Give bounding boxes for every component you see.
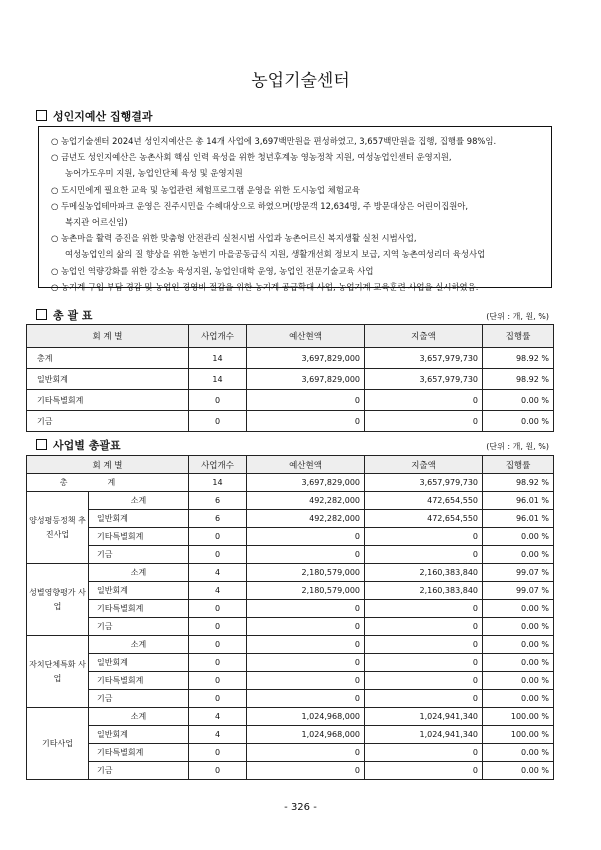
project-count: 0 (189, 762, 247, 780)
budget-amount: 1,024,968,000 (247, 726, 365, 744)
project-count: 14 (189, 369, 247, 390)
column-header: 사업개수 (189, 325, 247, 348)
table-row (27, 744, 554, 762)
execution-rate: 99.07 % (483, 582, 554, 600)
project-count: 0 (189, 546, 247, 564)
project-count: 4 (189, 708, 247, 726)
summary-line: 여성농업인의 삶의 질 향상을 위한 농번기 마을공동급식 지원, 생활개선회 정보지 보급, 지역 농촌여성리더 육성사업 (65, 249, 486, 260)
summary-line: 복지관 어르신임) (65, 217, 128, 228)
summary-table (26, 324, 554, 432)
account-label: 일반회계 (27, 369, 189, 390)
table-row (27, 636, 554, 654)
spent-amount: 2,160,383,840 (365, 564, 483, 582)
spent-amount: 3,657,979,730 (365, 348, 483, 369)
project-table (26, 455, 554, 780)
spent-amount: 3,657,979,730 (365, 369, 483, 390)
spent-amount: 472,654,550 (365, 492, 483, 510)
spent-amount: 0 (365, 600, 483, 618)
account-label: 기타특별회계 (89, 600, 189, 618)
execution-rate: 0.00 % (483, 654, 554, 672)
account-label: 기금 (89, 690, 189, 708)
budget-amount: 0 (247, 411, 365, 432)
budget-amount: 0 (247, 546, 365, 564)
budget-amount: 0 (247, 618, 365, 636)
account-label: 기타특별회계 (89, 672, 189, 690)
execution-rate: 0.00 % (483, 618, 554, 636)
project-group-name: 기타사업 (27, 708, 89, 780)
execution-rate: 0.00 % (483, 690, 554, 708)
account-label: 일반회계 (89, 726, 189, 744)
budget-amount: 0 (247, 390, 365, 411)
spent-amount: 0 (365, 528, 483, 546)
account-label: 기금 (89, 546, 189, 564)
spent-amount: 0 (365, 690, 483, 708)
project-count: 0 (189, 411, 247, 432)
budget-amount: 2,180,579,000 (247, 564, 365, 582)
column-header: 예산현액 (247, 325, 365, 348)
unit-label: (단위 : 개, 원, %) (486, 442, 549, 451)
table-row-total (27, 474, 554, 492)
column-header: 회 계 별 (27, 456, 189, 474)
summary-line: ○ 농촌마을 활력 증진을 위한 맞춤형 안전관리 실천시범 사업과 농촌어르신 복지생활 실천 시범사업, (51, 233, 417, 244)
table-row (27, 672, 554, 690)
table-row (27, 348, 554, 369)
execution-rate: 0.00 % (483, 390, 554, 411)
budget-amount: 3,697,829,000 (247, 369, 365, 390)
spent-amount: 0 (365, 411, 483, 432)
table-row (27, 726, 554, 744)
project-count: 0 (189, 618, 247, 636)
column-header: 집행률 (483, 325, 554, 348)
summary-line: ○ 도시민에게 필요한 교육 및 농업관련 체험프로그램 운영을 위한 도시농업 체험교육 (51, 184, 360, 195)
account-label: 기타특별회계 (27, 390, 189, 411)
spent-amount: 0 (365, 672, 483, 690)
budget-amount: 3,697,829,000 (247, 474, 365, 492)
spent-amount: 0 (365, 618, 483, 636)
spent-amount: 0 (365, 636, 483, 654)
column-header: 집행률 (483, 456, 554, 474)
column-header: 예산현액 (247, 456, 365, 474)
section-heading-text: 총 괄 표 (53, 309, 93, 322)
budget-amount: 0 (247, 528, 365, 546)
execution-rate: 0.00 % (483, 600, 554, 618)
project-count: 0 (189, 600, 247, 618)
table-row (27, 564, 554, 582)
execution-rate: 0.00 % (483, 762, 554, 780)
execution-rate: 0.00 % (483, 546, 554, 564)
table-row (27, 390, 554, 411)
summary-line: ○ 농기계 구입 부담 경감 및 농업인 경영비 절감을 위한 농기계 공급확대 사업, 농업기계 교육훈련 사업을 실시하였음. (51, 281, 479, 292)
execution-rate: 0.00 % (483, 411, 554, 432)
section-heading-text: 사업별 총괄표 (53, 439, 121, 452)
execution-rate: 98.92 % (483, 348, 554, 369)
spent-amount: 3,657,979,730 (365, 474, 483, 492)
execution-rate: 100.00 % (483, 726, 554, 744)
project-group-name: 양성평등정책 추진사업 (27, 492, 89, 564)
project-count: 14 (189, 348, 247, 369)
account-label: 기금 (89, 762, 189, 780)
column-header: 사업개수 (189, 456, 247, 474)
spent-amount: 472,654,550 (365, 510, 483, 528)
execution-rate: 99.07 % (483, 564, 554, 582)
budget-amount: 492,282,000 (247, 492, 365, 510)
spent-amount: 0 (365, 744, 483, 762)
account-label: 기금 (27, 411, 189, 432)
execution-rate: 0.00 % (483, 672, 554, 690)
summary-line: ○ 농업인 역량강화를 위한 강소농 육성지원, 농업인대학 운영, 농업인 전문기술교육 사업 (51, 265, 374, 276)
page-title: 농업기술센터 (251, 71, 350, 91)
project-count: 0 (189, 636, 247, 654)
table-row (27, 600, 554, 618)
execution-rate: 98.92 % (483, 369, 554, 390)
project-count: 0 (189, 672, 247, 690)
table-row (27, 708, 554, 726)
account-label: 소계 (89, 636, 189, 654)
summary-line: ○ 금년도 성인지예산은 농촌사회 핵심 인력 육성을 위한 청년후계농 영농정착 지원, 여성농업인센터 운영지원, (51, 152, 452, 163)
column-header: 지출액 (365, 325, 483, 348)
execution-rate: 0.00 % (483, 528, 554, 546)
section-heading-budget (36, 108, 152, 124)
project-group-name: 성별영향평가 사업 (27, 564, 89, 636)
summary-box (38, 126, 552, 292)
project-count: 0 (189, 654, 247, 672)
project-count: 0 (189, 690, 247, 708)
table-row (27, 411, 554, 432)
account-label: 일반회계 (89, 510, 189, 528)
table-row (27, 510, 554, 528)
column-header: 지출액 (365, 456, 483, 474)
spent-amount: 1,024,941,340 (365, 726, 483, 744)
account-label: 기타특별회계 (89, 744, 189, 762)
table-row (27, 369, 554, 390)
budget-amount: 0 (247, 762, 365, 780)
execution-rate: 0.00 % (483, 636, 554, 654)
project-count: 14 (189, 474, 247, 492)
project-count: 6 (189, 492, 247, 510)
spent-amount: 2,160,383,840 (365, 582, 483, 600)
table-row (27, 582, 554, 600)
table-row (27, 492, 554, 510)
spent-amount: 0 (365, 654, 483, 672)
unit-label: (단위 : 개, 원, %) (486, 312, 549, 321)
project-count: 0 (189, 390, 247, 411)
account-label: 소계 (89, 564, 189, 582)
account-label: 소계 (89, 492, 189, 510)
column-header: 회 계 별 (27, 325, 189, 348)
execution-rate: 0.00 % (483, 744, 554, 762)
execution-rate: 98.92 % (483, 474, 554, 492)
checkbox-square-icon (36, 439, 47, 450)
project-count: 0 (189, 744, 247, 762)
table-row (27, 618, 554, 636)
account-label: 일반회계 (89, 582, 189, 600)
budget-amount: 492,282,000 (247, 510, 365, 528)
account-label: 기타특별회계 (89, 528, 189, 546)
summary-line: ○ 농업기술센터 2024년 성인지예산은 총 14개 사업에 3,697백만원을 편성하였고, 3,657백만원을 집행, 집행률 98%임. (51, 136, 497, 146)
execution-rate: 100.00 % (483, 708, 554, 726)
project-count: 4 (189, 726, 247, 744)
budget-amount: 3,697,829,000 (247, 348, 365, 369)
table-row (27, 528, 554, 546)
execution-rate: 96.01 % (483, 492, 554, 510)
budget-amount: 0 (247, 690, 365, 708)
account-label: 일반회계 (89, 654, 189, 672)
budget-amount: 1,024,968,000 (247, 708, 365, 726)
budget-amount: 0 (247, 744, 365, 762)
spent-amount: 0 (365, 546, 483, 564)
table-row (27, 762, 554, 780)
summary-line: ○ 두메실농업테마파크 운영은 진주시민을 수혜대상으로 하였으며(방문객 12,634명, 주 방문대상은 어린이집원아, (51, 200, 469, 211)
table-row (27, 690, 554, 708)
account-label: 총계 (27, 348, 189, 369)
budget-amount: 2,180,579,000 (247, 582, 365, 600)
project-count: 0 (189, 528, 247, 546)
budget-amount: 0 (247, 672, 365, 690)
project-count: 6 (189, 510, 247, 528)
summary-line: 농어가도우미 지원, 농업인단체 육성 및 운영지원 (65, 168, 243, 179)
spent-amount: 0 (365, 762, 483, 780)
page-number: - 326 - (284, 802, 317, 813)
section-heading-text: 성인지예산 집행결과 (53, 110, 153, 123)
budget-amount: 0 (247, 600, 365, 618)
project-count: 4 (189, 564, 247, 582)
section-heading-by-project (36, 437, 121, 453)
checkbox-square-icon (36, 309, 47, 320)
checkbox-square-icon (36, 110, 47, 121)
table-row (27, 654, 554, 672)
spent-amount: 0 (365, 390, 483, 411)
table-row (27, 546, 554, 564)
execution-rate: 96.01 % (483, 510, 554, 528)
budget-amount: 0 (247, 636, 365, 654)
project-group-name: 자치단체특화 사업 (27, 636, 89, 708)
budget-amount: 0 (247, 654, 365, 672)
account-label: 기금 (89, 618, 189, 636)
spent-amount: 1,024,941,340 (365, 708, 483, 726)
account-label: 총계 (27, 474, 189, 492)
project-count: 4 (189, 582, 247, 600)
account-label: 소계 (89, 708, 189, 726)
section-heading-total (36, 307, 93, 323)
